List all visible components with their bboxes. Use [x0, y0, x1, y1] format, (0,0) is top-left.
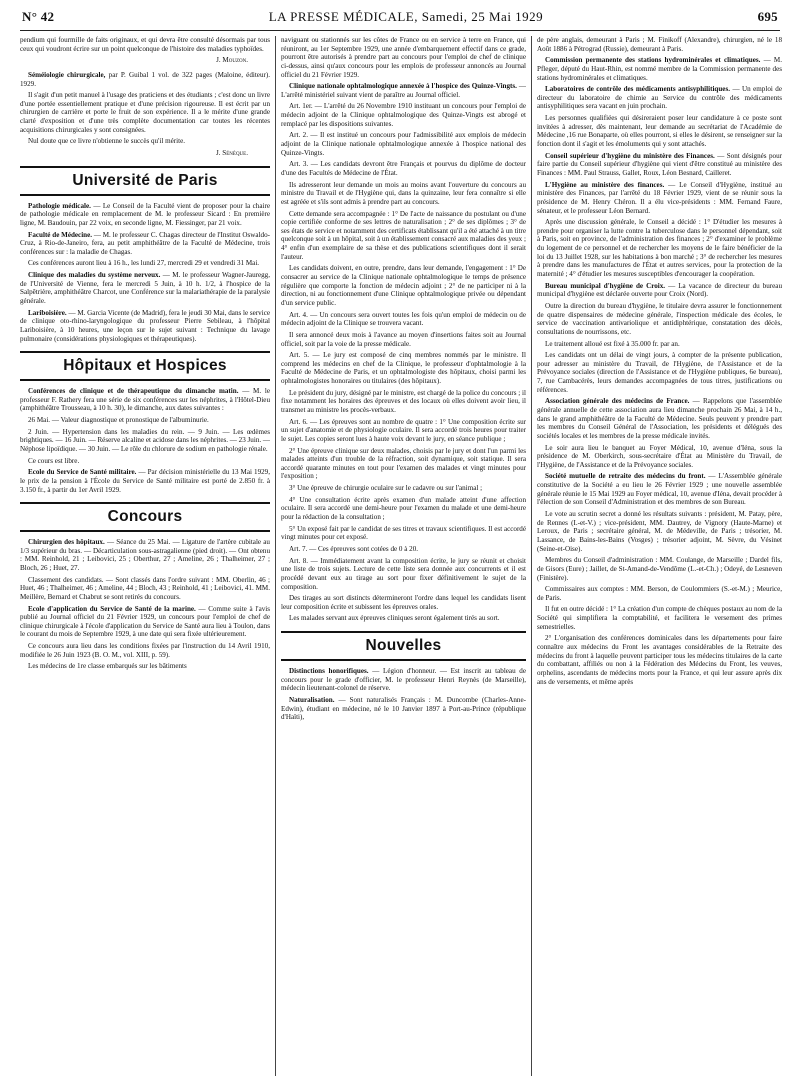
item-text: — M. Garcia Vicente (de Madrid), fera le jeudi 30 Mai, dans le service de clinique oto-rhino-laryngologique du professeur Pierre Sebileau, à l'hôpital Lariboisière, à 10 heures, une leçon sur le sujet suivant : Technique du lavage pulmonaire (considérations physiologiques et thérapeutiques). — [20, 308, 270, 343]
paragraph: Cette demande sera accompagnée : 1° De l'acte de naissance du postulant ou d'une copie certifiée conforme de ses lettres de naturalisation ; 2° de ses diplômes ; 3° de ses états de service et notamment des certificats établissant qu'il a été attaché à un titre quelconque soit à un hôpital, soit à un établissement consacré aux maladies des yeux ; 4° enfin d'un exemplaire de sa thèse et des publications scientifiques dont il serait l'auteur. — [281, 209, 526, 261]
item-text: — Comme suite à l'avis publié au Journal officiel du 21 Février 1929, un concours pour l'emploi de chef de clinique chirurgicale à l'école d'application du Service de Santé aura lieu à Toulon, dans le courant du mois de Septembre 1929, à une date qui sera fixée ultérieurement. — [20, 604, 270, 639]
signature: J. Sénèque. — [215, 149, 248, 158]
paragraph: Il fut en outre décidé : 1° La création d'un compte de chèques postaux au nom de la Société qui simplifiera la comptabilité, et facilitera le versement des primes semestrielles. — [537, 605, 782, 631]
paragraph: 26 Mai. — Valeur diagnostique et pronostique de l'albuminurie. — [28, 416, 209, 425]
paragraph — [20, 231, 270, 257]
paragraph: Outre la direction du bureau d'hygiène, le titulaire devra assurer le fonctionnement de quatre dispensaires de médecine générale, l'inspection médicale des écoles, le service de vaccination antivariolique et antidiphtérique, constatation des décès, consultations de nourrissons, etc. — [537, 301, 782, 336]
paragraph: Les malades servant aux épreuves cliniques seront également tirés au sort. — [289, 614, 500, 623]
paragraph — [537, 85, 782, 111]
paragraph — [281, 82, 526, 99]
paragraph — [20, 468, 270, 494]
paragraph — [20, 309, 270, 344]
item-title: Commission permanente des stations hydrominérales et climatiques. — [545, 56, 761, 65]
item-title: L'Hygiène au ministère des finances. — [545, 180, 665, 189]
section-heading: Concours — [20, 502, 270, 532]
paragraph: Ces conférences auront lieu à 16 h., les lundi 27, mercredi 29 et vendredi 31 Mai. — [28, 259, 260, 268]
paragraph — [537, 397, 782, 440]
item-title: Association générale des médecins de France. — [545, 397, 690, 406]
item-title: Ecole du Service de Santé militaire. — [28, 468, 137, 477]
paragraph: Art. 6. — Les épreuves sont au nombre de quatre : 1° Une composition écrite sur un sujet d'anatomie et de physiologie oculaire. Il sera accordé trois heures pour traiter le sujet. Les copies seront lues à haute voix devant le jury, en séance publique ; — [281, 417, 526, 443]
paragraph: Il sera annoncé deux mois à l'avance au moyen d'insertions faites soit au Journal officiel, soit par la voie de la presse médicale. — [281, 330, 526, 348]
item-title: Ecole d'application du Service de Santé de la marine. — [28, 604, 196, 613]
header-rule — [20, 30, 780, 31]
paragraph: Ce cours est libre. — [28, 456, 80, 465]
paragraph: 2 Juin. — Hypertension dans les maladies du rein. — 9 Juin. — Les œdèmes brightiques. — 16 Juin. — Réserve alcaline et acidose dans les néphrites. — 23 Juin. — Néphose lipoïdique. — 30 Juin. — Le rôle du chlorure de sodium en pathologie rénale. — [20, 427, 270, 453]
paragraph: Des tirages au sort distincts détermineront l'ordre dans lequel les candidats lisent leur composition écrite et subissent les épreuves orales. — [281, 594, 526, 611]
section-heading: Université de Paris — [20, 166, 270, 196]
column-3 — [537, 36, 782, 1076]
column-1 — [20, 36, 270, 1076]
paragraph: Ce concours aura lieu dans les conditions fixées par l'instruction du 14 Avril 1910, modifiée le 26 Juin 1923 (B. O. M., vol. XIII, p. 59). — [20, 642, 270, 659]
item-text: par P. Guibal 1 vol. de 322 pages (Maloine, éditeur). 1929. — [20, 70, 270, 88]
paragraph: Il s'agit d'un petit manuel à l'usage des praticiens et des étudiants ; c'est donc un livre d'une portée essentiellement pratique et d'une précision rigoureuse. Il est écrit par un chirurgien de carrière et porte le fruit de son expérience. Il a le mérite d'une grande clarté d'exposition et d'une très complète documentation car toutes les récentes acquisitions chirurgicales y sont consignées. — [20, 91, 270, 134]
paragraph — [537, 181, 782, 216]
item-title: Lariboisière. — [28, 308, 67, 317]
column-divider — [531, 36, 532, 1076]
paragraph — [537, 56, 782, 82]
paragraph: Les candidats doivent, en outre, prendre, dans leur demande, l'engagement : 1° De consacrer au service de la Clinique nationale ophtalmologique le temps de présence régulière que comporte la fonction de médecin adjoint ; 2° de ne participer ni à la direction, ni au fonctionnement d'une Clinique ophtalmologique privée ou dépendant d'un service public. — [281, 264, 526, 307]
paragraph — [20, 538, 270, 573]
item-text: — Sont naturalisés Français : M. Duncombe (Charles-Anne-Edwin), étudiant en médecine, né le 10 Janvier 1897 à Port-au-Prince (république d'Haïti), — [281, 695, 526, 722]
paragraph — [20, 202, 270, 228]
item-text: — M. le professeur Wagner-Jauregg, de l'Université de Vienne, fera le mercredi 5 Juin, à 10 h. 1/2, à l'hospice de la Salpêtrière, amphithéâtre Charcot, une Conférence sur la malariathérapie de la paralysie générale. — [20, 271, 270, 305]
page-number: 695 — [757, 9, 778, 24]
paragraph: 3° Une épreuve de chirurgie oculaire sur le cadavre ou sur l'animal ; — [289, 484, 483, 493]
paragraph: Nul doute que ce livre n'obtienne le succès qu'il mérite. — [28, 137, 185, 146]
item-title: Clinique des maladies du système nerveux. — [28, 271, 161, 280]
paragraph — [20, 71, 270, 88]
item-title: Faculté de Médecine. — [28, 230, 93, 239]
paragraph: Art. 3. — Les candidats devront être Français et pourvus du diplôme de docteur d'une des Facultés de Médecine de l'État. — [281, 160, 526, 177]
paragraph — [20, 387, 270, 413]
paragraph — [537, 152, 782, 178]
section-heading: Hôpitaux et Hospices — [20, 351, 270, 381]
item-title: Naturalisation. — [289, 695, 335, 704]
item-text: — M. le professeur F. Rathery fera une série de six conférences sur les néphrites, à l'Hôtel-Dieu (amphithéâtre Trousseau, à 10 h. 30), le dimanche, aux dates suivantes : — [20, 387, 270, 413]
column-2 — [281, 36, 526, 1076]
paragraph: Les médecins de 1re classe embarqués sur les bâtiments — [28, 662, 187, 671]
paragraph: Les candidats ont un délai de vingt jours, à compter de la présente publication, pour adresser au ministère du Travail, de l'Hygiène, de l'Assistance et de la Prévoyance sociales (direction de l'Assistance et de l'Hygiène publiques, 6e bureau), 7, rue Cambacérès, leurs demandes accompagnées de tous titres, justifications ou références. — [537, 351, 782, 394]
item-text: — Rappelons que l'assemblée générale annuelle de cette association aura lieu dimanche prochain 26 Mai, à 14 h., dans le grand amphithéâtre de la Faculté de Médecine. Seuls peuvent y prendre part les membres du Conseil Général de l'Association, les présidents et délégués des sociétés locales et les membres de la presse médicale invités. — [537, 397, 782, 440]
paragraph: Classement des candidats. — Sont classés dans l'ordre suivant : MM. Oberlin, 46 ; Huet, 46 ; Thalheimer, 46 ; Ameline, 44 ; Bloch, 43 ; Reinhold, 41 ; Leibovici, 41. MM. Meillère, Bernard et Chabrut se sont retirés du concours. — [20, 575, 270, 601]
item-title: Laboratoires de contrôle des médicaments antisyphilitiques. — [545, 85, 730, 94]
paragraph: Ils adresseront leur demande un mois au moins avant l'ouverture du concours au ministre du Travail et de l'Hygiène qui, dans la quinzaine, leur fera connaître si elle est agréée et s'ils sont admis à prendre part au concours. — [281, 180, 526, 206]
item-text: — Le Conseil de la Faculté vient de proposer pour la chaire de pathologie médicale en remplacement de M. le professeur Sicard : En première ligne, M. Baudouin, par 22 voix, en seconde ligne, M. Fiessinger, par 21 voix. — [20, 201, 270, 227]
paragraph — [537, 282, 782, 299]
paragraph — [281, 667, 526, 693]
item-title: Conseil supérieur d'hygiène du ministère des Finances. — [545, 151, 715, 160]
paragraph: Art. 7. — Ces épreuves sont cotées de 0 à 20. — [289, 544, 419, 553]
item-text: — L'Assemblée générale constitutive de la Société a eu lieu le 26 Février 1929 ; une nouvelle assemblée générale réunie le 15 Mai 1929 au Foyer médical, 10, avenue d'Iéna, devait procéder à l'élection de son Conseil d'Administration et des membres de son Bureau. — [537, 472, 782, 507]
paragraph: Le vote au scrutin secret a donné les résultats suivants : président, M. Patay, père, de Rennes (I.-et-V.) ; vice-président, MM. Dautrey, de Vignory (Haute-Marne) et Leroux, de Paris ; secrétaire général, M. de Médeville, de Paris ; trésorier, M. Lassance, de Bains-les-Bains (Vosges) ; trésorier adjoint, M. Sèvre, du Vésinet (Seine-et-Oise). — [537, 510, 782, 553]
item-title: Pathologie médicale. — [28, 201, 91, 210]
paragraph: Art. 5. — Le jury est composé de cinq membres nommés par le ministre. Il comprend les médecins en chef de la Clinique, le professeur d'ophtalmologie à la Faculté de Médecine de Paris, et un ophtalmologiste des hôpitaux, choisi parmi les ophtalmologistes honoraires ou titulaires (des hôpitaux). — [281, 351, 526, 386]
paragraph: Le président du jury, désigné par le ministre, est chargé de la police du concours ; il fixe notamment les horaires des épreuves et des locaux où elles doivent avoir lieu, il transmet au ministre les procès-verbaux. — [281, 388, 526, 414]
item-title: Clinique nationale ophtalmologique annexée à l'hospice des Quinze-Vingts. — [289, 82, 517, 91]
item-text: — Par décision ministérielle du 13 Mai 1929, le prix de la pension à l'École du Service de Santé militaire est porté de 2.850 fr. à 3.150 fr., à partir du 1er Avril 1929. — [20, 468, 270, 494]
item-text: — M. Pfleger, député du Haut-Rhin, est nommé membre de la Commission permanente des stations hydrominérales et climatiques. — [537, 56, 782, 82]
paragraph — [537, 472, 782, 507]
item-title: Distinctions honorifiques. — [289, 666, 369, 675]
column-divider — [275, 36, 276, 1076]
paragraph — [20, 605, 270, 640]
paragraph: pendium qui fourmille de faits originaux, et qui devra être consulté désormais par tous ceux qui voudront écrire sur un point quelconque de l'histoire des maladies typhoïdes. — [20, 36, 270, 53]
paragraph: Art. 4. — Un concours sera ouvert toutes les fois qu'un emploi de médecin ou de médecin adjoint de la Clinique se trouvera vacant. — [281, 310, 526, 328]
item-text: — M. le professeur C. Chagas directeur de l'Institut Oswaldo-Cruz, à Rio-de-Janeiro, fera, au petit amphithéâtre de la Faculté de Médecine, trois conférences sur : la maladie de Chagas. — [20, 230, 270, 256]
item-title: Conférences de clinique et de thérapeutique du dimanche matin. — [28, 387, 239, 396]
paragraph — [281, 696, 526, 722]
item-title: Bureau municipal d'hygiène de Croix. — [545, 281, 666, 290]
paragraph: Le traitement alloué est fixé à 35.000 fr. par an. — [545, 339, 680, 348]
paragraph: Le soir aura lieu le banquet au Foyer Médical, 10, avenue d'Iéna, sous la présidence de M. Oberkirch, sous-secrétaire d'État au Ministère du Travail, de l'Hygiène, de l'Assistance et de la Prévoyance sociales. — [537, 443, 782, 469]
item-text: — La vacance de directeur du bureau municipal d'hygiène est déclarée ouverte pour Croix (Nord). — [537, 281, 782, 299]
item-text: — Légion d'honneur. — Est inscrit au tableau de concours pour le grade d'officier, M. le professeur Henri Reynès (de Marseille), médecin lieutenant-colonel de réserve. — [281, 666, 526, 693]
item-title: Société mutuelle de retraite des médecins du front. — [545, 472, 706, 481]
paragraph: Les personnes qualifiées qui désireraient poser leur candidature à ce poste sont invitées à adresser, dès maintenant, leur demande au secrétariat de l'Académie de Médecine ,16 rue Bonaparte, où elles pourront, si elles le désirent, se renseigner sur la fonction dont il s'agit et les émoluments qui y sont attachés. — [537, 114, 782, 149]
item-text: — Le Conseil d'Hygiène, institué au ministère des Finances, par l'arrêté du 18 Février 1929, vient de se réunir sous la présidence de M. Henry Chéron. Il a élu vice-présidents : MM. Fernand Faure, sénateur, et le professeur Léon Bernard. — [537, 180, 782, 215]
paragraph: Membres du Conseil d'administration : MM. Coulange, de Marseille ; Dardel fils, de Gisors (Eure) ; Jaillet, de St-Amand-de-Vendôme (L.-et-Ch.) ; Odeyé, de Lesneven (Finistère). — [537, 556, 782, 582]
paragraph: 2° Une épreuve clinique sur deux malades, choisis par le jury et dont l'un parmi les malades atteints d'un trouble de la réfraction, soit dynamique, soit statique. Il sera accordé quarante minutes en tout pour l'examen des malades et vingt minutes pour l'exposition ; — [281, 446, 526, 481]
paragraph — [20, 271, 270, 306]
paragraph: Après une discussion générale, le Conseil a décidé : 1° D'étudier les mesures à prendre pour organiser la lutte contre la tuberculose dans le personnel dépendant, soit à Paris, soit en province, de l'administration des finances ; 2° d'examiner le problème du logement de ce personnel et de rechercher les moyens de le faire bénéficier de la loi du 13 Juillet 1928, sur les habitations à bon marché ; 3° de rechercher les mesures à prendre dans les manufactures de l'État et autres services, pour la protection de la maternité ; 4° d'étudier les mesures susceptibles d'encourager la coopération. — [537, 218, 782, 279]
paragraph: de père anglais, demeurant à Paris ; M. Finikoff (Alexandre), chirurgien, né le 18 Août 1886 à Pétrograd (Russie), demeurant à Paris. — [537, 36, 782, 53]
item-text: — Sont désignés pour faire partie du Conseil supérieur d'hygiène qui vient d'être constitué au ministère des Finances : MM. Paul Strauss, Gallet, Roux, Léon Besnard, Cailleret. — [537, 151, 782, 177]
item-text: — L'arrêté ministériel suivant vient de paraître au Journal officiel. — [281, 82, 526, 99]
paragraph: Commissaires aux comptes : MM. Berson, de Coulommiers (S.-et-M.) ; Meurice, de Paris. — [537, 585, 782, 602]
page-header — [22, 6, 778, 28]
paragraph: naviguant ou stationnés sur les côtes de France ou en service à terre en France, qui réuniront, au 1er Septembre 1929, une année d'embarquement effectif dans ce grade, pourront être autorisés à prendre part au concours pour l'emploi de chef de clinique ci-dessus, ainsi qu'aux concours pour les emplois de professeur annoncés au Journal officiel du 21 Février 1929. — [281, 36, 526, 79]
paragraph: Art. 2. — Il est institué un concours pour l'admissibilité aux emplois de médecin adjoint de la Clinique nationale ophtalmologique annexée à l'hospice national des Quinze-Vingts. — [281, 131, 526, 157]
paragraph: 5° Un exposé fait par le candidat de ses titres et travaux scientifiques. Il est accordé vingt minutes pour cet exposé. — [281, 524, 526, 542]
section-heading: Nouvelles — [281, 631, 526, 661]
issue-number: N° 42 — [22, 9, 55, 24]
paragraph: 4° Une consultation écrite après examen d'un malade atteint d'une affection oculaire. Il sera accordé une demi-heure pour l'examen du malade et une demi-heure pour la rédaction de la consultation ; — [281, 495, 526, 522]
item-text: — Séance du 25 Mai. — Ligature de l'artère cubitale au 1/3 supérieur du bras. — Décarticulation sous-astragalienne (pied droit). — Ont obtenu : MM. Reinhold, 21 ; Leibovici, 25 ; Oberthur, 27 ; Ameline, 26 ; Thalheimer, 27 ; Bloch, 26 ; Huet, 27. — [20, 538, 270, 572]
paragraph: 2° L'organisation des conférences dominicales dans les départements pour faire connaître aux médecins du Front les avantages considérables de la Retraite des médecins du front à laquelle peuvent participer tous les médecins titulaires de la carte du combattant, affiliés ou non à la Fédération des Médecins du Front, les veuves, orphelins, ascendants de médecins morts pour la France, et qui leur assure après dix ans de versements, et même après — [537, 634, 782, 686]
paragraph: Art. 8. — Immédiatement avant la composition écrite, le jury se réunit et choisit une liste de trois sujets. Lecture de cette liste sera donnée aux concurrents et il est procédé devant eux au tirage au sort pour fixer définitivement le sujet de la composition. — [281, 556, 526, 591]
signature: J. Mouzon. — [216, 56, 248, 65]
item-text: — Un emploi de directeur du laboratoire de chimie au Service du contrôle des médicaments antisyphilitiques sera vacant en juin prochain. — [537, 85, 782, 111]
journal-title: LA PRESSE MÉDICALE, Samedi, 25 Mai 1929 — [268, 9, 544, 24]
item-title: Séméiologie chirurgicale, — [28, 70, 106, 79]
item-title: Chirurgien des hôpitaux. — [28, 538, 105, 547]
paragraph: Art. 1er. — L'arrêté du 26 Novembre 1910 instituant un concours pour l'emploi de médecin adjoint de la Clinique ophtalmologique des Quinze-Vingts est abrogé et remplacé par les dispositions suivantes. — [281, 102, 526, 128]
